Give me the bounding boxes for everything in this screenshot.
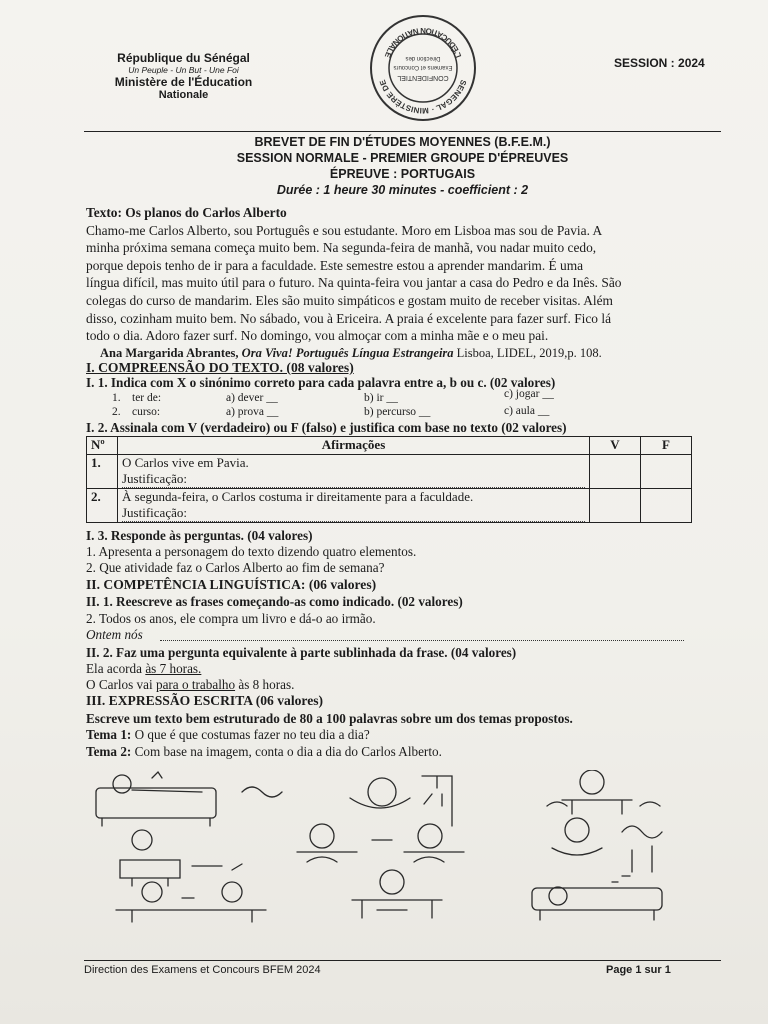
statement-text: O Carlos vive em Pavia.: [122, 455, 249, 470]
exam-title: BREVET DE FIN D'ÉTUDES MOYENNES (B.F.E.M.): [254, 135, 551, 149]
true-cell[interactable]: [590, 455, 641, 489]
reading-text: [86, 204, 726, 362]
exam-titles: [84, 134, 721, 198]
col-true: V: [590, 437, 641, 455]
scene-afternoon: [552, 818, 662, 872]
section-1-heading: I. COMPREENSÃO DO TEXTO. (08 valores): [86, 360, 354, 375]
question-1-1: I. 1. Indica com X o sinónimo correto para cada palavra entre a, b ou c. (02 valores): [86, 375, 556, 390]
section-2-heading: II. COMPETÊNCIA LINGUÍSTICA: (06 valores): [86, 577, 377, 592]
option-row-word: ter de:: [132, 392, 162, 404]
scene-getting-dressed: [120, 830, 242, 886]
theme-2: [86, 744, 442, 760]
text-line: todo o dia. Adoro fazer surf. No domingo, vou almoçar com a minha mãe e o meu pai.: [86, 328, 549, 344]
stamp-center-2: Examens et Concours: [393, 64, 453, 70]
question-item: 2. Que atividade faz o Carlos Alberto ao fim de semana?: [86, 560, 385, 575]
col-statements: Afirmações: [118, 437, 590, 455]
option-row-num: 2.: [112, 406, 121, 418]
table-row: [87, 455, 692, 489]
source-author: Ana Margarida Abrantes,: [100, 345, 242, 360]
col-number: Nº: [87, 437, 118, 455]
option-b[interactable]: b) percurso __: [364, 406, 431, 418]
row-number: 2.: [87, 489, 118, 523]
col-false: F: [641, 437, 692, 455]
scene-shower: [242, 776, 452, 826]
exam-duration: Durée : 1 heure 30 minutes - coefficient : 2: [276, 183, 529, 197]
true-false-table: [86, 436, 692, 523]
scene-waking-up: [96, 772, 216, 826]
option-c[interactable]: c) jogar __: [504, 388, 554, 400]
ministry-label: Ministère de l'Éducation: [114, 74, 253, 89]
statement-text: À segunda-feira, o Carlos costuma ir direitamente para a faculdade.: [122, 489, 474, 504]
question-2-1: II. 1. Reescreve as frases começando-as como indicado. (02 valores): [86, 594, 463, 609]
footer-left: Direction des Examens et Concours BFEM 2024: [84, 964, 321, 976]
scene-lunch: [116, 882, 266, 922]
statement-cell: [118, 455, 590, 489]
stamp-center-3: Direction des: [405, 55, 441, 61]
daily-routine-illustration: [92, 770, 682, 930]
writing-instruction: Escreve um texto bem estruturado de 80 a 100 palavras sobre um dos temas propostos.: [86, 711, 573, 726]
statement-cell: [118, 489, 590, 523]
question-item: 1. Apresenta a personagem do texto dizendo quatro elementos.: [86, 544, 417, 559]
scene-homework: [352, 870, 442, 918]
scene-sleeping: [532, 876, 662, 920]
true-cell[interactable]: [590, 489, 641, 523]
ministry-label-2: Nationale: [158, 89, 209, 102]
false-cell[interactable]: [641, 489, 692, 523]
false-cell[interactable]: [641, 455, 692, 489]
national-motto: Un Peuple - Un But - Une Foi: [128, 64, 239, 75]
theme-label: Tema 2:: [86, 744, 132, 759]
question-1-3: I. 3. Responde às perguntas. (04 valores): [86, 528, 313, 543]
text-title: Texto: Os planos do Carlos Alberto: [86, 205, 287, 220]
justification-field[interactable]: Justificação:: [122, 505, 585, 522]
justification-field[interactable]: Justificação:: [122, 471, 585, 488]
underlined-part: para o trabalho: [155, 677, 236, 692]
svg-text:L'ÉDUCATION NATIONALE: [382, 26, 463, 60]
exam-session: SESSION NORMALE - PREMIER GROUPE D'ÉPREUVES: [236, 151, 569, 165]
question-2-2: II. 2. Faz uma pergunta equivalente à parte sublinhada da frase. (04 valores): [86, 645, 517, 660]
official-stamp: [367, 12, 479, 124]
republic-label: République du Sénégal: [117, 51, 250, 65]
theme-label: Tema 1:: [86, 727, 132, 742]
theme-1: [86, 727, 370, 743]
exam-subject: ÉPREUVE : PORTUGAIS: [329, 167, 476, 181]
option-c[interactable]: c) aula __: [504, 405, 550, 417]
session-label: SESSION : 2024: [614, 56, 705, 70]
sentence-text: O Carlos vai: [86, 677, 156, 692]
text-line: colegas do curso de mandarim. Eles são muito simpáticos e gostam muito de receber visitas. Além: [86, 292, 613, 308]
option-row-word: curso:: [132, 406, 161, 418]
text-line: disso, cozinham muito bem. No sábado, vou à Ericeira. A praia é excelente para fazer surf. Fico lá: [86, 310, 612, 326]
question-1-2: I. 2. Assinala com V (verdadeiro) ou F (falso) e justifica com base no texto (02 valores): [86, 420, 567, 435]
row-number: 1.: [87, 455, 118, 489]
option-a[interactable]: a) prova __: [226, 406, 279, 418]
table-row: [87, 489, 692, 523]
stamp-ring-bottom: L'ÉDUCATION NATIONALE: [382, 25, 464, 59]
option-b[interactable]: b) ir __: [364, 392, 398, 404]
text-line: porque depois tenho de ir para a faculdade. Este semestre estou a aprender mandarim. É uma: [86, 257, 584, 273]
text-line: Chamo-me Carlos Alberto, sou Português e sou estudante. Moro em Lisboa mas sou de Pavia. A: [86, 222, 603, 238]
source-details: Lisboa, LIDEL, 2019,p. 108.: [453, 345, 602, 360]
sentence-text: às 8 horas.: [235, 677, 295, 692]
stamp-center-1: CONFIDENTIEL: [397, 74, 449, 81]
section-3-heading: III. EXPRESSÃO ESCRITA (06 valores): [86, 693, 324, 708]
footer-divider: [84, 960, 721, 961]
theme-text: O que é que costumas fazer no teu dia a dia?: [131, 727, 370, 742]
scene-breakfast: [547, 770, 660, 814]
theme-text: Com base na imagem, conta o dia a dia do Carlos Alberto.: [131, 744, 442, 759]
option-a[interactable]: a) dever __: [226, 392, 278, 404]
stamp-ring-top: SENEGAL · MINISTÈRE DE: [377, 78, 469, 116]
sentence-text: Ela acorda: [86, 661, 146, 676]
institution-header: [96, 52, 271, 102]
text-line: língua difícil, mas muito útil para o futuro. Na quinta-feira vou jantar a casa do Pedro e da Inês. São: [86, 275, 622, 291]
question-sentence-1: [86, 661, 201, 677]
scene-classroom: [297, 824, 464, 862]
header-divider: [84, 131, 721, 132]
rewrite-sentence: 2. Todos os anos, ele compra um livro e dá-o ao irmão.: [86, 611, 376, 626]
rewrite-prompt: Ontem nós: [86, 627, 143, 642]
underlined-part: às 7 horas.: [145, 661, 202, 676]
text-line: minha próxima semana começa muito bem. Na segunda-feira de manhã, vou nadar muito cedo,: [86, 240, 597, 256]
page-number: Page 1 sur 1: [606, 964, 671, 976]
source-book: Ora Viva! Português Língua Estrangeira: [241, 345, 454, 360]
question-sentence-2: [86, 677, 294, 693]
option-row-num: 1.: [112, 392, 121, 404]
answer-line[interactable]: [160, 640, 684, 641]
